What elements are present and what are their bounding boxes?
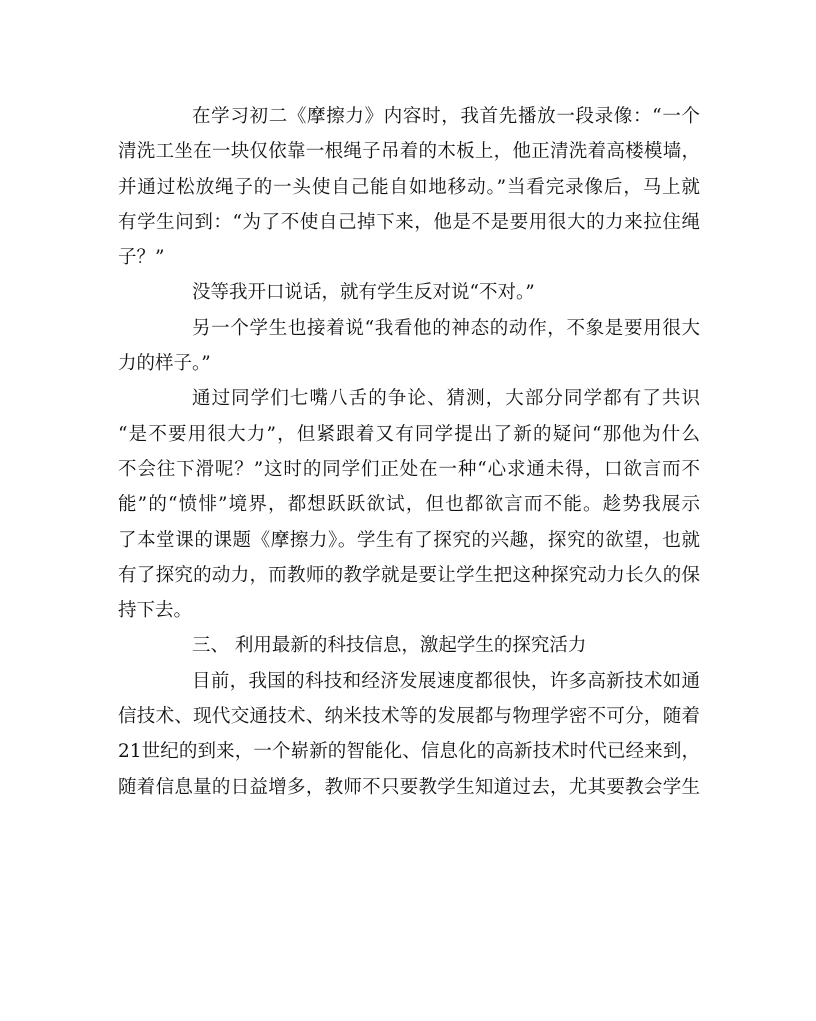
text-line: 三、 利用最新的科技信息，激起学生的探究活力	[192, 635, 587, 657]
text-line: 有学生问到：“为了不使自己掉下来，他是不是要用很大的力来拉住绳	[118, 211, 700, 233]
text-line: 另一个学生也接着说“我看他的神态的动作，不象是要用很大	[192, 317, 700, 339]
text-line: “是不要用很大力”，但紧跟着又有同学提出了新的疑问“那他为什么	[118, 423, 700, 445]
text-line: 在学习初二《摩擦力》内容时，我首先播放一段录像：“一个	[192, 106, 700, 127]
text-line: 了本堂课的课题《摩擦力》。学生有了探究的兴趣，探究的欲望，也就	[118, 529, 700, 551]
text-line: 并通过松放绳子的一头使自己能自如地移动。”当看完录像后，马上就	[118, 176, 700, 198]
text-line: 随着信息量的日益增多，教师不只要教学生知道过去，尤其要教会学生	[118, 776, 700, 798]
text-line: 目前，我国的科技和经济发展速度都很快，许多高新技术如通	[192, 670, 700, 692]
text-line: 21世纪的到来，一个崭新的智能化、信息化的高新技术时代已经来到，	[118, 741, 700, 763]
text-line: 没等我开口说话，就有学生反对说“不对。”	[192, 282, 535, 304]
text-line: 子？”	[118, 247, 165, 269]
text-line: 清洗工坐在一块仅依靠一根绳子吊着的木板上，他正清洗着高楼模墙，	[118, 141, 700, 163]
text-line: 能”的“愤悱”境界，都想跃跃欲试，但也都欲言而不能。趁势我展示	[118, 494, 700, 516]
text-line: 力的样子。”	[118, 353, 211, 375]
text-line: 有了探究的动力，而教师的教学就是要让学生把这种探究动力长久的保	[118, 564, 700, 586]
body-text	[118, 99, 700, 805]
text-line: 信技术、现代交通技术、纳米技术等的发展都与物理学密不可分，随着	[118, 706, 700, 728]
text-line: 不会往下滑呢？”这时的同学们正处在一种“心求通未得，口欲言而不	[118, 458, 700, 480]
text-line: 通过同学们七嘴八舌的争论、猜测，大部分同学都有了共识	[192, 388, 700, 410]
text-line: 持下去。	[118, 600, 193, 622]
